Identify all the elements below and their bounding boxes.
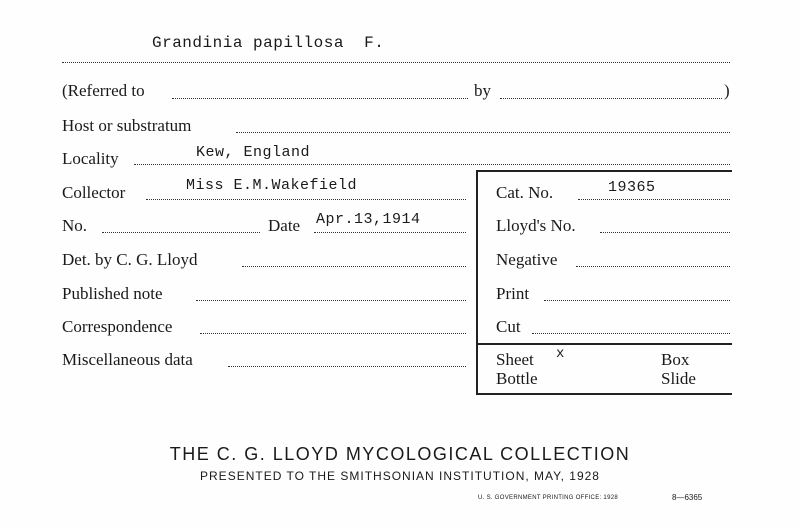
cut-label: Cut: [496, 317, 521, 336]
date-value: Apr.13,1914: [316, 211, 421, 228]
det-line: [242, 266, 466, 267]
print-line: [544, 300, 730, 301]
no-line: [102, 232, 260, 233]
print-label: Print: [496, 284, 530, 303]
collector-label: Collector: [62, 183, 126, 202]
misc-label: Miscellaneous data: [62, 350, 193, 369]
host-label: Host or substratum: [62, 116, 192, 135]
box-label: Box: [661, 350, 690, 369]
correspondence-line: [200, 333, 466, 334]
published-label: Published note: [62, 284, 163, 303]
slide-label: Slide: [661, 369, 696, 388]
sheet-label: Sheet: [496, 350, 534, 369]
lloyd-line: [600, 232, 730, 233]
footer-title: THE C. G. LLOYD MYCOLOGICAL COLLECTION: [169, 444, 631, 464]
referred-label: (Referred to: [62, 81, 145, 100]
box-top-rule: [476, 170, 732, 172]
negative-line: [576, 266, 730, 267]
footer-subtitle: PRESENTED TO THE SMITHSONIAN INSTITUTION, MAY, 1928: [200, 469, 600, 483]
by-label: by: [474, 81, 491, 100]
host-line: [236, 132, 730, 133]
box-left-rule: [476, 170, 478, 394]
locality-label: Locality: [62, 149, 119, 168]
locality-line: [134, 164, 730, 165]
cat-value: 19365: [608, 179, 656, 196]
cat-label: Cat. No.: [496, 183, 554, 202]
box-bottom-rule: [476, 393, 732, 395]
sheet-mark: x: [556, 346, 565, 362]
close-paren: ): [724, 81, 730, 100]
det-label: Det. by C. G. Lloyd: [62, 250, 198, 269]
date-line: [314, 232, 466, 233]
no-label: No.: [62, 216, 88, 235]
cut-line: [532, 333, 730, 334]
referred-line: [172, 98, 468, 99]
form-number: 8—6365: [672, 493, 703, 502]
box-divider-rule: [476, 343, 732, 345]
by-line: [500, 98, 722, 99]
published-line: [196, 300, 466, 301]
cat-line: [578, 199, 730, 200]
lloyd-label: Lloyd's No.: [496, 216, 576, 235]
collector-line: [146, 199, 466, 200]
printer-note: U. S. GOVERNMENT PRINTING OFFICE: 1928: [478, 495, 618, 501]
bottle-label: Bottle: [496, 369, 538, 388]
collector-value: Miss E.M.Wakefield: [186, 177, 358, 194]
negative-label: Negative: [496, 250, 558, 269]
species-name: Grandinia papillosa F.: [152, 34, 385, 52]
locality-value: Kew, England: [196, 144, 311, 161]
correspondence-label: Correspondence: [62, 317, 173, 336]
misc-line: [228, 366, 466, 367]
header-dotted-line: [62, 62, 730, 63]
date-label: Date: [268, 216, 301, 235]
